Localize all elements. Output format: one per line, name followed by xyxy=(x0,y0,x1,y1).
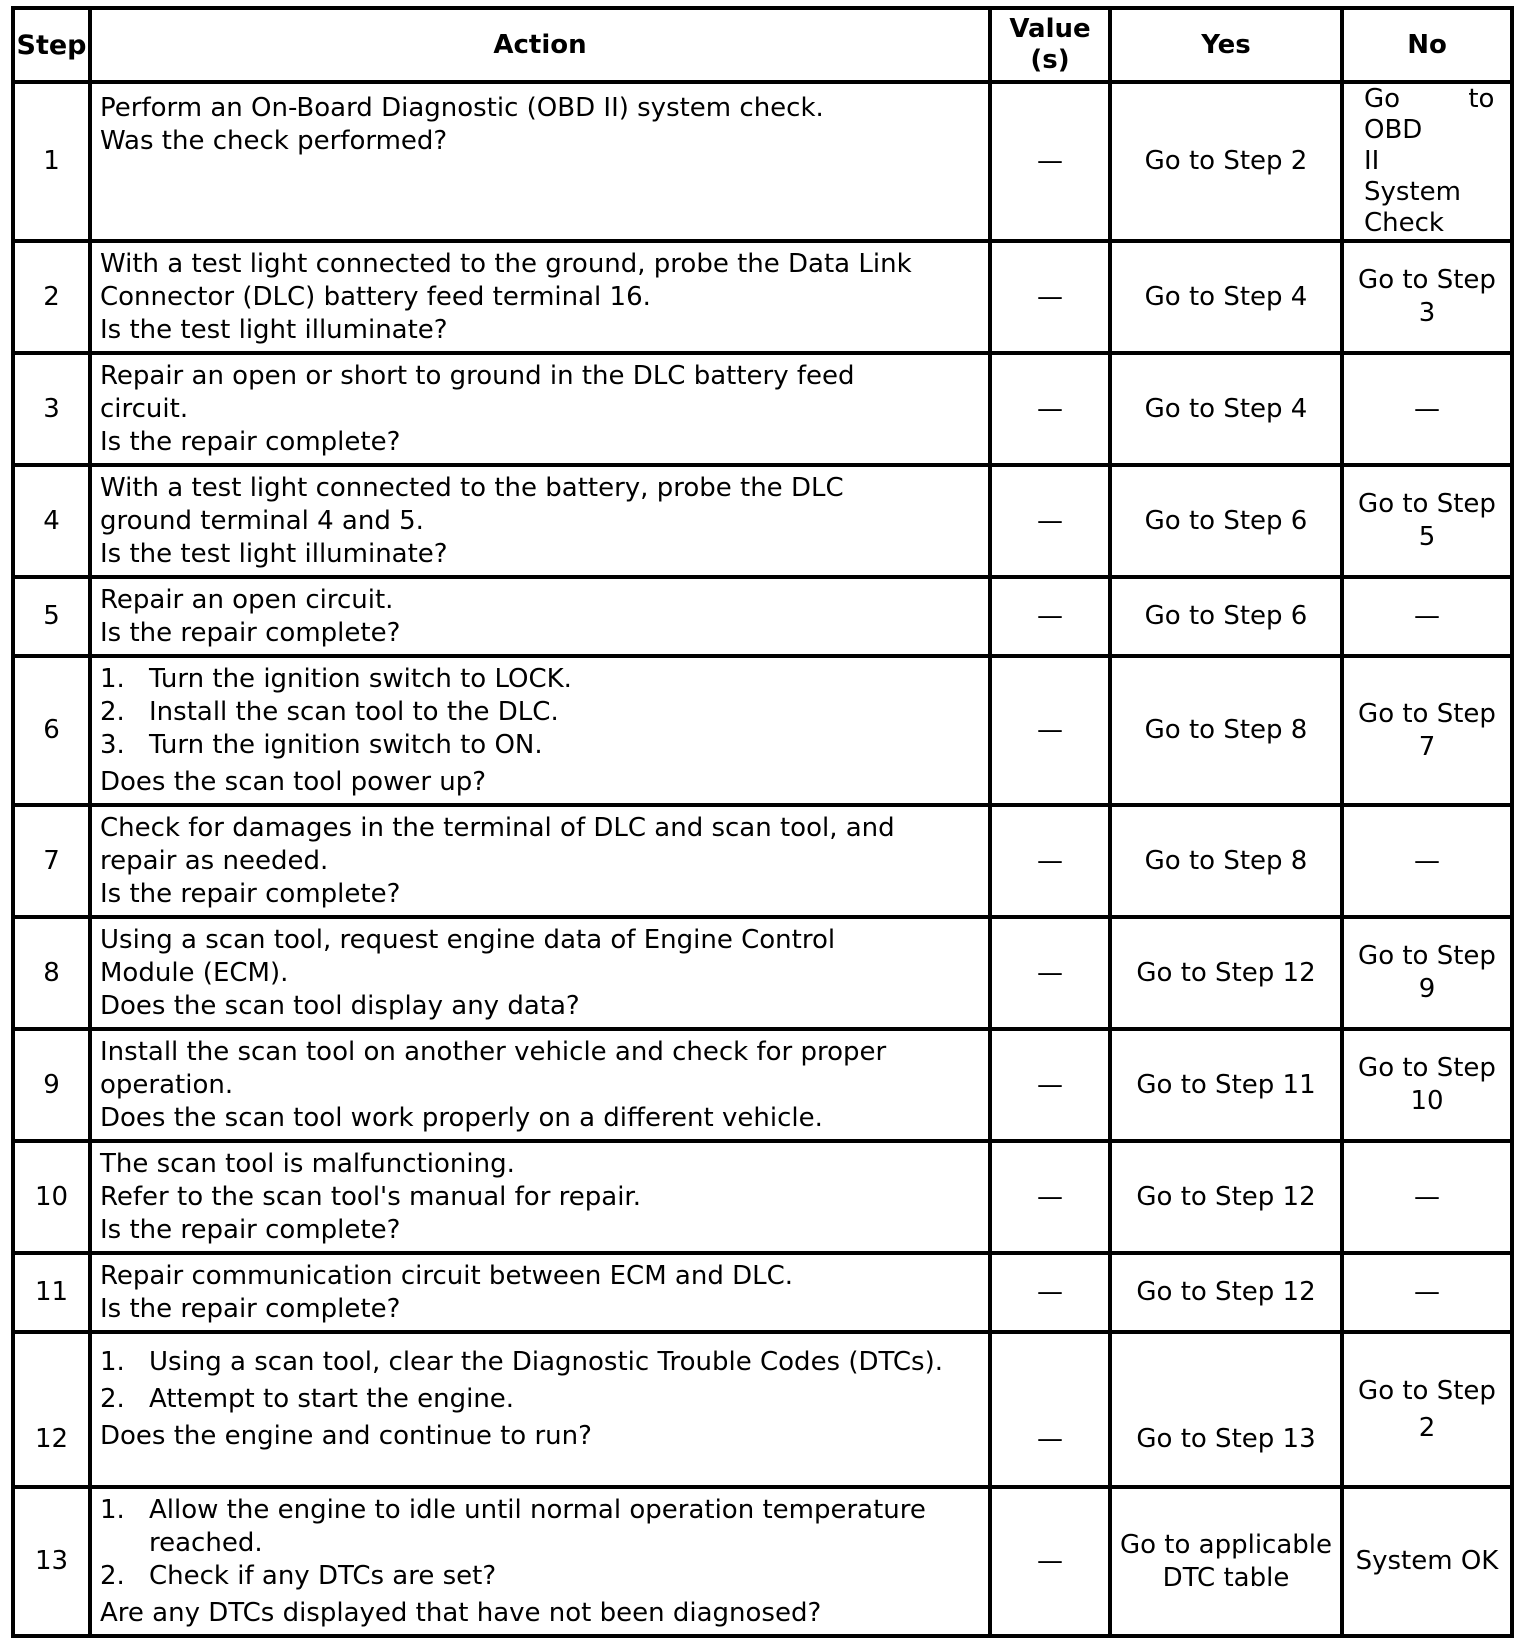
action-cell xyxy=(90,353,990,465)
action-line: Connector (DLC) battery feed terminal 16. xyxy=(100,282,651,312)
action-step xyxy=(100,663,980,696)
yes-cell: Go to Step 13 xyxy=(1110,1332,1342,1487)
action-line: Install the scan tool on another vehicle and check for proper xyxy=(100,1037,887,1067)
step-number: 13 xyxy=(13,1487,90,1636)
step-text: Turn the ignition switch to LOCK. xyxy=(149,664,572,694)
yes-cell: Go to Step 6 xyxy=(1110,577,1342,656)
action-line: ground terminal 4 and 5. xyxy=(100,506,424,536)
no-cell: — xyxy=(1342,577,1512,656)
step-index: 1. xyxy=(100,1347,125,1377)
step-number: 8 xyxy=(13,917,90,1029)
step-text: Install the scan tool to the DLC. xyxy=(149,697,559,727)
action-line: With a test light connected to the ground, probe the Data Link xyxy=(100,249,912,279)
action-line: Perform an On-Board Diagnostic (OBD II) system check. xyxy=(100,93,824,123)
action-cell xyxy=(90,1487,990,1636)
step-text: Turn the ignition switch to ON. xyxy=(149,730,543,760)
diagnostic-table-container xyxy=(11,6,1514,1638)
table-row xyxy=(13,241,1512,353)
action-cell xyxy=(90,656,990,805)
action-cell xyxy=(90,1141,990,1253)
action-cell xyxy=(90,917,990,1029)
yes-cell: Go to Step 6 xyxy=(1110,465,1342,577)
action-cell xyxy=(90,1029,990,1141)
action-line: operation. xyxy=(100,1070,234,1100)
action-steps xyxy=(100,663,980,762)
no-cell: — xyxy=(1342,1141,1512,1253)
action-step xyxy=(100,729,980,762)
value-cell: — xyxy=(990,1029,1110,1141)
no-cell: Go to Step 7 xyxy=(1342,656,1512,805)
table-row xyxy=(13,1487,1512,1636)
yes-cell: Go to Step 4 xyxy=(1110,353,1342,465)
value-cell: — xyxy=(990,1253,1110,1332)
action-question: Are any DTCs displayed that have not been diagnosed? xyxy=(100,1598,822,1628)
yes-cell: Go to Step 12 xyxy=(1110,1253,1342,1332)
action-line: Refer to the scan tool's manual for repair. xyxy=(100,1182,641,1212)
yes-cell: Go to Step 4 xyxy=(1110,241,1342,353)
table-row xyxy=(13,1332,1512,1487)
yes-cell: Go to Step 12 xyxy=(1110,1141,1342,1253)
header-yes: Yes xyxy=(1110,8,1342,82)
yes-cell: Go to applicable DTC table xyxy=(1110,1487,1342,1636)
action-line: Was the check performed? xyxy=(100,126,448,156)
header-row xyxy=(13,8,1512,82)
action-line: Is the repair complete? xyxy=(100,427,401,457)
yes-cell: Go to Step 12 xyxy=(1110,917,1342,1029)
step-index: 1. xyxy=(100,664,125,694)
step-index: 1. xyxy=(100,1495,125,1525)
action-line: With a test light connected to the battery, probe the DLC xyxy=(100,473,844,503)
table-row xyxy=(13,805,1512,917)
action-line: Repair an open or short to ground in the DLC battery feed xyxy=(100,361,855,391)
action-line: repair as needed. xyxy=(100,846,329,876)
header-no: No xyxy=(1342,8,1512,82)
action-line: Is the repair complete? xyxy=(100,1294,401,1324)
action-line: Check for damages in the terminal of DLC and scan tool, and xyxy=(100,813,895,843)
no-cell: — xyxy=(1342,1253,1512,1332)
step-number: 12 xyxy=(13,1332,90,1487)
step-number: 2 xyxy=(13,241,90,353)
action-line: Is the repair complete? xyxy=(100,1215,401,1245)
step-number: 9 xyxy=(13,1029,90,1141)
action-step xyxy=(100,1346,980,1379)
no-cell: — xyxy=(1342,805,1512,917)
step-number: 5 xyxy=(13,577,90,656)
no-cell: System OK xyxy=(1342,1487,1512,1636)
action-cell xyxy=(90,465,990,577)
value-cell: — xyxy=(990,577,1110,656)
no-cell: — xyxy=(1342,353,1512,465)
action-line: Is the repair complete? xyxy=(100,879,401,909)
step-number: 3 xyxy=(13,353,90,465)
action-question: Does the scan tool power up? xyxy=(100,767,487,797)
table-row xyxy=(13,577,1512,656)
value-cell: — xyxy=(990,917,1110,1029)
action-step xyxy=(100,696,980,729)
no-cell: Go to Step 5 xyxy=(1342,465,1512,577)
step-index: 2. xyxy=(100,697,125,727)
step-text: Attempt to start the engine. xyxy=(149,1384,515,1414)
yes-cell: Go to Step 8 xyxy=(1110,656,1342,805)
action-line: Does the scan tool display any data? xyxy=(100,991,580,1021)
step-text: Allow the engine to idle until normal operation temperature reached. xyxy=(149,1495,926,1558)
no-cell: Go to Step 3 xyxy=(1342,241,1512,353)
action-steps xyxy=(100,1494,980,1593)
action-line: Is the test light illuminate? xyxy=(100,315,448,345)
action-line: Repair communication circuit between ECM and DLC. xyxy=(100,1261,794,1291)
action-step xyxy=(100,1383,980,1416)
table-row xyxy=(13,1253,1512,1332)
action-line: Does the scan tool work properly on a different vehicle. xyxy=(100,1103,823,1133)
step-number: 10 xyxy=(13,1141,90,1253)
action-cell xyxy=(90,1253,990,1332)
value-cell: — xyxy=(990,1487,1110,1636)
header-value: Value (s) xyxy=(990,8,1110,82)
step-text: Using a scan tool, clear the Diagnostic Trouble Codes (DTCs). xyxy=(149,1347,944,1377)
no-cell: Go to Step 10 xyxy=(1342,1029,1512,1141)
step-index: 2. xyxy=(100,1384,125,1414)
action-steps xyxy=(100,1346,980,1416)
step-text: Check if any DTCs are set? xyxy=(149,1561,497,1591)
header-action: Action xyxy=(90,8,990,82)
value-cell: — xyxy=(990,353,1110,465)
action-line: Module (ECM). xyxy=(100,958,289,988)
yes-cell: Go to Step 8 xyxy=(1110,805,1342,917)
yes-cell: Go to Step 11 xyxy=(1110,1029,1342,1141)
action-cell xyxy=(90,1332,990,1487)
step-number: 1 xyxy=(13,82,90,241)
value-cell: — xyxy=(990,241,1110,353)
action-cell xyxy=(90,82,990,241)
step-number: 4 xyxy=(13,465,90,577)
action-cell xyxy=(90,805,990,917)
action-line: Using a scan tool, request engine data of Engine Control xyxy=(100,925,836,955)
table-row xyxy=(13,656,1512,805)
table-row xyxy=(13,465,1512,577)
value-cell: — xyxy=(990,1141,1110,1253)
action-line: Is the repair complete? xyxy=(100,618,401,648)
table-row xyxy=(13,1141,1512,1253)
action-cell xyxy=(90,577,990,656)
no-cell: Go to OBD II System Check xyxy=(1342,82,1512,241)
action-line: The scan tool is malfunctioning. xyxy=(100,1149,515,1179)
table-row xyxy=(13,82,1512,241)
no-cell: Go to Step 9 xyxy=(1342,917,1512,1029)
no-cell: Go to Step 2 xyxy=(1342,1332,1512,1487)
yes-cell: Go to Step 2 xyxy=(1110,82,1342,241)
step-number: 7 xyxy=(13,805,90,917)
action-line: circuit. xyxy=(100,394,189,424)
table-row xyxy=(13,1029,1512,1141)
action-step xyxy=(100,1494,980,1560)
value-cell: — xyxy=(990,1332,1110,1487)
action-cell xyxy=(90,241,990,353)
header-step: Step xyxy=(13,8,90,82)
step-number: 6 xyxy=(13,656,90,805)
value-cell: — xyxy=(990,82,1110,241)
step-index: 2. xyxy=(100,1561,125,1591)
value-cell: — xyxy=(990,805,1110,917)
action-step xyxy=(100,1560,980,1593)
table-row xyxy=(13,353,1512,465)
action-question: Does the engine and continue to run? xyxy=(100,1421,592,1451)
action-line: Repair an open circuit. xyxy=(100,585,394,615)
table-row xyxy=(13,917,1512,1029)
value-cell: — xyxy=(990,465,1110,577)
action-line: Is the test light illuminate? xyxy=(100,539,448,569)
step-number: 11 xyxy=(13,1253,90,1332)
diagnostic-table xyxy=(11,6,1514,1638)
step-index: 3. xyxy=(100,730,125,760)
value-cell: — xyxy=(990,656,1110,805)
